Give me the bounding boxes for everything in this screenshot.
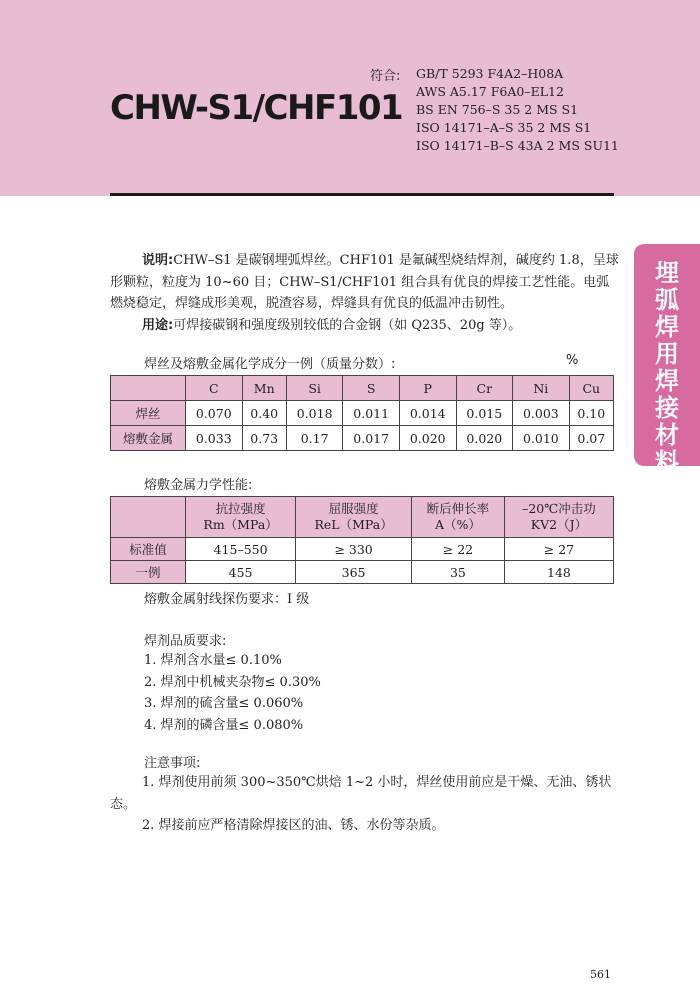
side-tab-char: 弧 (655, 286, 679, 314)
usage-label: 用途: (142, 317, 174, 333)
chem-unit: % (566, 353, 579, 368)
table-cell: 0.014 (399, 401, 456, 426)
table-header-cell (186, 497, 296, 538)
table-row (111, 426, 614, 451)
chemical-composition-table (110, 375, 614, 451)
flux-quality-title: 焊剂品质要求: (144, 634, 227, 649)
side-tab-char: 用 (655, 340, 679, 368)
table-cell: 148 (504, 561, 613, 584)
table-header-cell: Ni (513, 376, 570, 401)
table-cell: 415–550 (186, 538, 296, 561)
table-cell: 35 (412, 561, 505, 584)
table-header-cell: C (186, 376, 243, 401)
standard-item: GB/T 5293 F4A2–H08A (416, 66, 564, 81)
side-tab-text (634, 260, 700, 476)
table-row-label: 一例 (111, 561, 186, 584)
table-cell: 0.017 (343, 426, 400, 451)
table-cell: 0.07 (569, 426, 613, 451)
notes-list (110, 772, 620, 837)
side-tab-char: 料 (655, 448, 679, 476)
table-cell: 455 (186, 561, 296, 584)
table-header-cell (296, 497, 412, 538)
radiography-note: 熔敷金属射线探伤要求：I 级 (144, 592, 310, 607)
usage-paragraph (110, 315, 620, 337)
table-cell: 0.020 (456, 426, 513, 451)
chem-section-title: 焊丝及熔敷金属化学成分一例（质量分数）: (144, 357, 396, 372)
list-item: 1. 焊剂使用前须 300~350℃烘焙 1~2 小时，焊丝使用前应是干燥、无油、锈状态。 (110, 775, 612, 812)
usage-text: 可焊接碳钢和强度级别较低的合金钢（如 Q235、20g 等）。 (173, 317, 522, 333)
table-cell: ≥ 27 (504, 538, 613, 561)
description-label: 说明: (142, 253, 174, 268)
header-line: KV2（J） (530, 517, 588, 532)
table-cell: 365 (296, 561, 412, 584)
table-cell: 0.10 (569, 401, 613, 426)
table-cell: 0.070 (186, 401, 243, 426)
table-cell: ≥ 22 (412, 538, 505, 561)
table-header-cell: Cu (569, 376, 613, 401)
table-row (111, 401, 614, 426)
header-line: –20℃冲击功 (522, 501, 596, 516)
table-cell: 0.17 (286, 426, 343, 451)
table-header-cell (504, 497, 613, 538)
table-cell: 0.73 (242, 426, 286, 451)
table-header-cell: Mn (242, 376, 286, 401)
table-cell: 0.020 (399, 426, 456, 451)
side-tab-char: 材 (655, 421, 679, 449)
mech-section-title: 熔敷金属力学性能: (144, 478, 253, 493)
side-tab-char: 焊 (655, 313, 679, 341)
page-number: 561 (590, 968, 611, 981)
table-header-row (111, 497, 614, 538)
table-cell: ≥ 330 (296, 538, 412, 561)
standard-item: AWS A5.17 F6A0–EL12 (416, 84, 564, 99)
table-cell: 0.40 (242, 401, 286, 426)
table-cell: 0.018 (286, 401, 343, 426)
table-header-cell: P (399, 376, 456, 401)
table-row-label: 熔敷金属 (111, 426, 186, 451)
table-header-cell: Si (286, 376, 343, 401)
header-line: Rm（MPa） (203, 517, 278, 532)
table-row-label: 标准值 (111, 538, 186, 561)
standard-item: ISO 14171–B–S 43A 2 MS SU11 (416, 138, 619, 153)
description-paragraph (110, 250, 620, 315)
side-section-tab (634, 244, 700, 476)
table-row (111, 538, 614, 561)
table-row (111, 561, 614, 584)
list-item: 4. 焊剂的磷含量≤ 0.080% (144, 717, 304, 733)
standard-item: BS EN 756–S 35 2 MS S1 (416, 102, 579, 117)
table-cell: 0.010 (513, 426, 570, 451)
page-title: CHW-S1/CHF101 (110, 88, 403, 128)
mechanical-properties-table (110, 496, 614, 584)
table-header-cell: S (343, 376, 400, 401)
side-tab-char: 接 (655, 394, 679, 422)
table-cell: 0.033 (186, 426, 243, 451)
table-row-label: 焊丝 (111, 401, 186, 426)
standard-item: ISO 14171–A–S 35 2 MS S1 (416, 120, 592, 135)
list-item: 1. 焊剂含水量≤ 0.10% (144, 653, 282, 668)
table-header-row (111, 376, 614, 401)
description-block (110, 250, 620, 336)
table-cell: 0.015 (456, 401, 513, 426)
table-cell: 0.011 (343, 401, 400, 426)
list-item: 2. 焊剂中机械夹杂物≤ 0.30% (144, 674, 321, 690)
list-item: 3. 焊剂的硫含量≤ 0.060% (144, 696, 304, 711)
header-line: A（%） (434, 517, 481, 532)
notes-title: 注意事项: (144, 756, 201, 771)
standards-list (416, 65, 619, 155)
header-line: 抗拉强度 (215, 501, 266, 516)
description-text: CHW–S1 是碳钢埋弧焊丝。CHF101 是氟碱型烧结焊剂，碱度约 1.8，呈球形颗粒，粒度为 10~60 目；CHW–S1/CHF101 组合具有优良的焊接工艺性能。电弧燃烧稳定，焊缝成形美观，脱渣容易，焊缝具有优良的低温冲击韧性。 (110, 253, 619, 311)
table-header-cell (412, 497, 505, 538)
header-line: 屈服强度 (328, 501, 379, 516)
flux-quality-list (144, 650, 321, 736)
side-tab-char: 埋 (655, 259, 679, 287)
header-line: ReL（MPa） (314, 517, 393, 532)
header-line: 断后伸长率 (426, 501, 490, 516)
list-item: 2. 焊接前应严格清除焊接区的油、锈、水份等杂质。 (142, 818, 445, 833)
table-header-cell (111, 376, 186, 401)
header-rule (110, 193, 614, 196)
table-cell: 0.003 (513, 401, 570, 426)
side-tab-char: 焊 (655, 367, 679, 395)
standards-label: 符合: (370, 69, 401, 84)
table-header-cell (111, 497, 186, 538)
table-header-cell: Cr (456, 376, 513, 401)
